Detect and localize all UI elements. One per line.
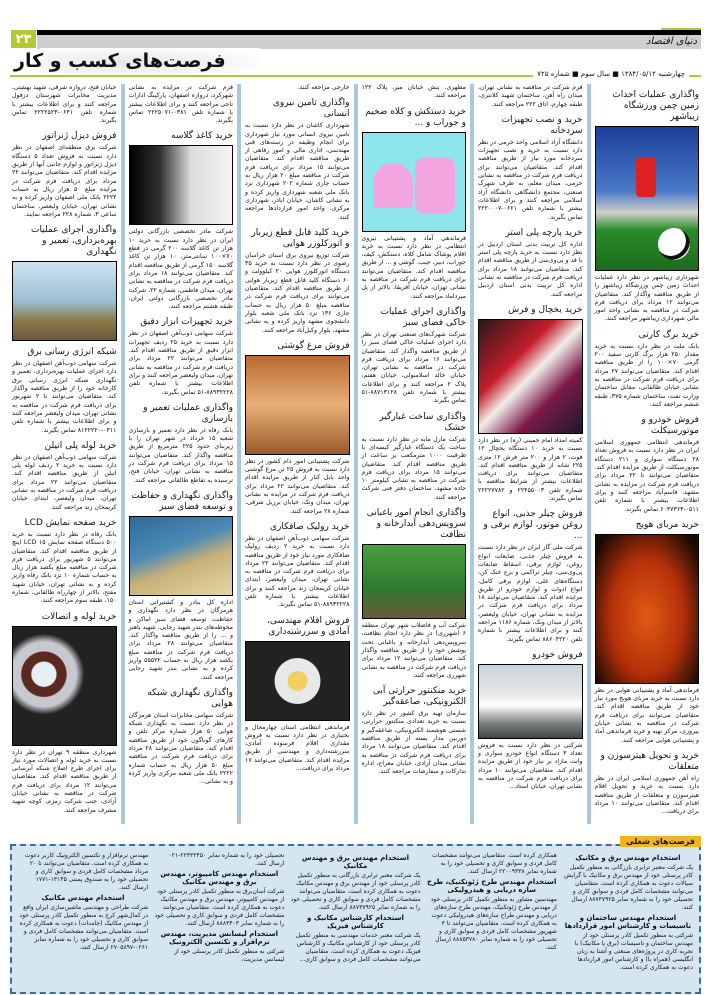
job-body: شرکت طراحی و مهندسی ماشین‌سازی ایران واقع در کمال‌شهر کرج به منظور تکمیل کادر پرسنلی خود از مهندس مکانیک (جامدات) دعوت به همکاری کرده است. متقاضیان می‌توانند مشخصات کامل فردی و سوابق کاری و تحصیلی خود را به شماره نمابر ۰۲۶۱-۲۷۰۵۸۹۷ ارسال کنند. (19, 904, 149, 951)
ad-body: فرم شرکت در مناقصه به نشانی تهران، میدان راه آهن، ساختمان شهید کلانتری، طبقه چهارم، اتاق ۲۲۲ مراجعه کنند. (478, 84, 583, 108)
jobs-column-2 (427, 852, 557, 986)
job-body: یک شرکت معتبر ترابری بازرگانی به منظور تکمیل کادر پرسنلی خود از مهندس برق و مهندس مکانیک دعوت به همکاری کرده است. متقاضیان می‌توانند مشخصات کامل فردی و سوابق کاری و تحصیلی خود را به شماره نمابر ۸۸۷۳۷۹۲۵ ارسال کنند. (290, 872, 421, 911)
paper-photo (129, 145, 234, 225)
ad-headline: فروش خودرو و موتورسیکلت (641, 415, 699, 437)
ad-body: اداره کل بنادر و کشتیرانی استان هرمزگان در نظر دارد نگهداری و حفاظت، توسعه فضای سبز اماکن و محوطه‌های بندر شهید رجایی، شهید باهنر و ... را از طریق مناقصه واگذار کند. متقاضیان می‌توانند ۲۸ مرداد برای دریافت فرم شرکت در مناقصه مبلغ یکصد هزار ریال به حساب ۵۵۵۲۲ واریز کرده و به نشانی بندر شهید رجایی مراجعه کنند. (128, 598, 233, 681)
ad-body: فرماندهی انتظامی استان چهارمحال و بختیاری در نظر دارد نسبت به فروش مقداری اقلام فرسوده آمادی، سررشته‌داری و مهندسی از طریق مزایده اقدام کند. متقاضیان می‌توانند ۱۷ مرداد برای دریافت... (245, 723, 350, 773)
knit-gloves (415, 158, 455, 213)
article-columns (8, 84, 703, 824)
job-body: شرکتی به منظور تکمیل کادر پرسنلی خود از لیسانس مدیریت، (174, 948, 285, 963)
job-body: شرکت آسان‌برق به منظور تکمیل کادر پرسنلی خود از مهندس کامپیوتر، مهندس برق و مهندس مکانیک دعوت به همکاری کرده است. متقاضیان می‌توانند مشخصات کامل فردی و سوابق کاری و تحصیلی خود را به شماره نمابر ۸۸۸۳۴۰۳ ارسال کنند. (154, 888, 285, 927)
ad-body: مطهری، نبش خیابان میر، پلاک ۱۲۲ مراجعه کنند. (361, 84, 466, 100)
ad-body: خارجی مراجعه کنند. (297, 84, 350, 91)
ad-headline: واگذاری عملیات تعمیر و بازسازی (143, 402, 233, 424)
ad-body: بانک رفاه در نظر دارد نسبت به خرید ۵۰۰ دستگاه صفحه نمایش LCD ۱۵ اینچ از طریق مناقصه اقدام کند. متقاضیان می‌توانند ۵ شهریور برای دریافت فرم شرکت در مناقصه مبلغ یکصد هزار ریال به حساب شماره ۱۰ نزد بانک رفاه واریز کرده و به نشانی تهران، خیابان شهید مفتح، بالاتر از چهارراه طالقانی، شماره ۱۵۰، طبقه سوم مراجعه کنند. (12, 530, 117, 605)
sport-photo (595, 126, 700, 271)
ad-headline: واگذاری عملیات احداث زمین چمن ورزشگاه زیباشهر (612, 90, 699, 122)
ad-body: شرکت سهامی ذوب‌آهن اصفهان در نظر دارد نسبت به خرید ۲ ردیف لوله پلی اتیلن از طریق مناقصه اقدام کند. متقاضیان می‌توانند ۲۲ مرداد برای دریافت فرم شرکت در مناقصه به نشانی تهران، میدان ولیعصر، ابتدای خیابان کریمخان زند مراجعه کنند. (12, 453, 117, 511)
job-headline: استخدام مهندس ساختمان و تاسیسات و کارشناس امور قراردادها (564, 914, 692, 930)
ad-body: اداره کل تربیت بدنی استان اردبیل در نظر دارد نسبت به خرید پارچه پلی استر با قد و پی‌وی‌سی از طریق مناقصه اقدام کند. متقاضیان می‌توانند ۱۸ مرداد برای دریافت فرم شرکت در مناقصه به نشانی اداره کل تربیت بدنی استان اردبیل مراجعه کنند. (478, 240, 583, 298)
ad-headline: خرید مربای هویج (635, 519, 699, 530)
ad-body: بانک ملت در نظر دارد نسبت به خرید مقدار ۲۵۰ هزار برگ کارتی سفید ۲۰۰ گرمی ۷۰×۱۰۰ را از طریق مناقصه اقدام کند. متقاضیان می‌توانند ۲۷ مرداد برای دریافت فرم شرکت در مناقصه به نشانی خیابان طالقانی، مقابل ساختمان وزارت نفت، ساختمان شماره ۳۷۵، طبقه ششم مراجعه کنند. (594, 342, 699, 408)
ad-body: شرکتی در نظر دارد نسبت به فروش تعداد ۳ دستگاه انواع خودرو سواری و وانت مازاد بر نیاز خود از طریق مزایده اقدام کند. متقاضیان می‌توانند ۱۰ مرداد برای دریافت فرم شرکت در مناقصه به نشانی تهران، خیابان استاد... (478, 741, 583, 791)
chicken-photo (245, 355, 350, 455)
column-3 (354, 84, 471, 824)
tower-photo (12, 261, 117, 341)
ad-headline: خرید دستکش و کلاه ضخیم و جوراب و ... (365, 106, 466, 128)
column-5 (121, 84, 238, 824)
player-figure (636, 157, 656, 197)
job-body: تحصیلی خود را به شماره نمابر ۲۲۳۳۲۴۵۰-۰۲۱ ارسال کنند. (168, 852, 285, 867)
chess-photo (245, 641, 350, 721)
ad-body: فرماندهی آماد و پشتیبانی نیروی انتظامی در نظر دارد نسبت به خرید اقلام پوشاک شامل کلاه، دستکش، کیف، جوراب، دبیر، جیب، گوشی و ... از طریق مناقصه اقدام کند. متقاضیان می‌توانند برای دریافت فرم شرکت در مناقصه به نشانی تهران، خیابان آفریقا، بالاتر از پل میرداماد مراجعه کنند. (361, 234, 466, 300)
ad-headline: واگذاری اجرای عملیات بهره‌برداری، تعمیر و نگهداری (30, 225, 117, 258)
jobs-column-1 (563, 852, 693, 986)
job-headline: استخدام مهندس برق و مهندس مکانیک (301, 854, 410, 870)
ad-headline: خرید تجهیزات ابزار دقیق (140, 317, 233, 328)
ad-headline: خرید رولیک صافکاری (270, 521, 350, 532)
jam-photo (595, 534, 700, 684)
jobs-column-5 (18, 852, 148, 986)
ad-body: شرکت سهامی ذوب‌آهن اصفهان در نظر دارد اجرای عملیات بهره‌برداری، تعمیر و نگهداری شبکه انرژی رسانی برق کارخانه خود را از طریق مناقصه واگذار کند. متقاضیان می‌توانند تا ۲ شهریور برای دریافت فرم شرکت در مناقصه به نشانی تهران، میدان ولیعصر مراجعه کنند و برای اطلاعات بیشتر با شماره تلفن ۰۳۱۱-۸۱۲۲۲۲۰ تماس بگیرند. (12, 360, 117, 434)
ad-headline: واگذاری ساخت غبارگیر خشک (379, 411, 466, 433)
ad-body: دانشگاه آزاد اسلامی واحد خرمی در نظر دارد نسبت به خرید و نصب تجهیزات سردخانه مورد نیاز از طریق مناقصه اقدام کند. متقاضیان می‌توانند برای دریافت فرم شرکت در مناقصه به نشانی خرمی، میدان معلم، به طرف شهرک صنعتی، مجتمع دانشگاهی دانشگاه آزاد اسلامی مراجعه کنند و برای اطلاعات بیشتر با شماره تلفن ۰۶۶۱-۲۲۲۰۰۰۷ تماس بگیرند. (478, 138, 583, 221)
ad-body: شرکت سهامی مخابرات استان هرمزگان در نظر دارد نسبت به نگهداری شبکه هوایی ۵۰ هزار شماره مرکز تلفن و کارهای گوناگون خود از طریق مناقصه اقدام کند. متقاضیان می‌توانند ۲۸ مرداد برای دریافت فرم شرکت در مناقصه مبلغ ۵۰ هزار ریال به حساب شماره ۲۲۲۲ بانک ملی شعبه مرکزی واریز کرده و به نشانی... (128, 711, 233, 786)
ad-headline: خرید منکنتور حرارتی آبی الکترونیکی، صاعقه‌گیر (372, 686, 466, 708)
ad-headline: خرید کلید قابل قطع زیربار و اتورکلوزر هوایی (251, 227, 350, 249)
ad-headline: خرید لوله پلی اتیلن (44, 440, 117, 451)
ad-headline: خرید یخچال و فرش (508, 304, 583, 315)
ad-body: شرکت مادر تخصصی بازرگانی دولتی ایران در نظر دارد نسبت به خرید ۱۰ هزار تن کاغذ گلاسه ۲۰۰ گرمی در قطع ۷۰×۱۰۰ سانتی‌متر، ۱۰ هزار تن کاغذ گلاسه ۱۵۰ گرمی از طریق مناقصه اقدام کند. متقاضیان می‌توانند ۱۸ مرداد برای دریافت فرم شرکت در مناقصه به نشانی تهران، میدان فاطمی، شماره ۲۲، شرکت مادر تخصصی بازرگانی دولتی ایران، طبقه هشتم مراجعه کنند. (128, 228, 234, 311)
ad-headline: خرید و تحویل هیترسوزن و متعلقات (600, 750, 699, 772)
ad-body: شرکت آب و فاضلاب شهر تهران منطقه ۶ (شهرری) در نظر دارد انجام نظافت، سرویس‌دهی آبدارخانه و باغبانی تحت پوشش خود را از طریق مناقصه واگذار کند. متقاضیان می‌توانند ۱۲ مرداد برای دریافت فرم شرکت در مناقصه به نشانی شهرری مراجعه کنند. (361, 622, 467, 679)
header-grey-bar (10, 35, 701, 49)
ad-body: راه آهن جمهوری اسلامی ایران در نظر دارد نسبت به خرید و تحویل اقلام هیترسوزن و متعلقات از طریق مناقصه اقدام کند. متقاضیان می‌توانند ۱۰ مرداد برای دریافت... (594, 774, 699, 816)
ad-body: شرکت مارل مایه در نظر دارد نسبت به ساخت یک دستگاه غبارگیر کیسه‌ای با ظرفیت ۱۰۰۰ مترمکعب بر ساعت از طریق مناقصه اقدام کند. متقاضیان می‌توانند ۱۵ مرداد برای دریافت فرم شرکت در مناقصه به نشانی کیلومتر ۱۰ جاده مشهد، ساختمان دفتر فنی شرکت مراجعه کنند. (361, 435, 466, 501)
job-body: همکاری کرده است. متقاضیان می‌توانند مشخصات کامل فردی و سوابق کاری و تحصیلی خود را به شماره نمابر ۲۲۰۰۹۳۳۸ ارسال کنند. (431, 852, 557, 875)
job-headline: استخدام لیسانس مدیریت، مهندس نرم‌افزار و تکنسین الکترونیک (160, 930, 278, 946)
section-title: فرصت‌های کسب و کار (14, 50, 226, 72)
ad-headline: خرید کاغذ گلاسه (171, 131, 233, 142)
ad-headline: واگذاری انجام امور باغبانی سرویس‌دهی آبدارخانه و نظافت (366, 508, 466, 541)
job-headline: استخدام مهندس مکانیک (41, 894, 125, 902)
carpet-photo (478, 319, 583, 434)
job-headline: استخدام کارشناس مکانیک و کارشناس فیزیک (307, 914, 404, 930)
ad-headline: واگذاری نگهداری شبکه هوایی (147, 687, 233, 709)
pipes-photo (12, 626, 117, 746)
car-photo (478, 664, 583, 739)
ad-body: فرم شرکت در مزایده به نشانی شهرکرد، دروازه اصفهان، پارکینگ ادارات ناجی مراجعه کنند و برای اطلاعات بیشتر با شماره تلفن ۰۳۸۱-۲۲۲۵۰۷۱ تماس بگیرند. (128, 84, 233, 125)
ad-body: شرکت سهامی ذوب‌آهن اصفهان در نظر دارد نسبت به خرید ۲۵ ردیف تجهیزات ابزار دقیق از طریق مناقصه اقدام کند. متقاضیان می‌توانند ۲۲ مرداد برای دریافت فرم شرکت در مناقصه به نشانی تهران، میدان ولیعصر مراجعه کنند و برای اطلاعات بیشتر با شماره تلفن ۸۸۹۳۲۲۲۸-۵۱ تماس بگیرند. (128, 330, 233, 396)
ad-body: فرماندهی انتظامی جمهوری اسلامی ایران در نظر دارد نسبت به فروش تعداد ۲۸ دستگاه سواری و ۲۱۱ دستگاه موتورسیکلت از طریق مزایده اقدام کند. متقاضیان می‌توانند تا ۲۲ مرداد برای دریافت فرم شرکت در مزایده به نشانی مشهد، قاسم‌آباد مراجعه کنند و برای اطلاعات بیشتر با شماره تلفن ۰۵۱۱-۶۰۴۷۳۶۴ تماس بگیرند. (594, 439, 699, 513)
ad-headline: شبکه انرژی رسانی برق (27, 347, 117, 358)
ad-headline: خرید برگ کارتی (638, 329, 699, 340)
field-photo (362, 544, 467, 619)
ad-body: کمیته امداد امام خمینی (ره) در نظر دارد نسبت به خرید ۱۰ دستگاه یخچال ۱۲ فوت، ۲ هزار و ۲۰۰ متر فرش ۱۲ متری ۲۲۵ شانه از طریق مناقصه اقدام کند. متقاضیان می‌توانند برای دریافت اطلاعات بیشتر از شرایط مناقصه با شماره تلفن ۲۲۴۵۵۰۰۳ و ۲۲۲۲۷۷۸۲ تماس بگیرند. (478, 436, 583, 503)
jobs-section-tag: فرصت‌های شغلی (620, 836, 701, 847)
ad-headline: واگذاری اجرای عملیات خاکی فضای سبز (380, 306, 466, 328)
job-body: یک شرکت معتبر ترابری بازرگانی به منظور تکمیل کادر پرسنلی خود از مهندس برق و مکانیک با گرایش سیالات دعوت به همکاری کرده است. متقاضیان می‌توانند مشخصات کامل فردی و سوابق کاری و تحصیلی خود را به شماره نمابر ۸۸۷۳۷۹۲۵ ارسال کنند. (564, 864, 693, 911)
ad-headline: فروش چیلر جذبی، انواع روغن موتور، لوازم برقی و ... (483, 509, 583, 542)
ad-body: شهرداری زیباشهر در نظر دارد عملیات احداث زمین چمن ورزشگاه زیباشهر را از طریق مناقصه واگذار کند. متقاضیان می‌توانند ۱۲ مرداد برای دریافت فرم شرکت در مناقصه به نشانی واحد امور مالی شهرداری زیباشهر مراجعه کنند. (594, 274, 699, 323)
ad-body: فرماندهی آماد و پشتیبانی هوایی در نظر دارد نسبت به خرید مربای هویج مورد نیاز خود از طریق مناقصه اقدام کند. متقاضیان می‌توانند برای دریافت فرم شرکت در مناقصه به نشانی خیابان پیروزی، مرکز تهیه و خرید فرماندهی آماد و پشتیبانی هوایی مراجعه کنند. (594, 686, 699, 744)
ship-photo (129, 516, 234, 596)
jobs-section (10, 844, 701, 994)
ad-body: شرکت شهرک‌های صنعتی تهران در نظر دارد اجرای عملیات خاکی فضای سبز را از طریق مناقصه واگذار کند. متقاضیان می‌توانند ۱۶ مرداد برای دریافت فرم شرکت در مناقصه به نشانی تهران، خیابان خالد اسلامبولی، خیابان هفتم، پلاک ۲ مراجعه کنند و برای اطلاعات بیشتر با شماره تلفن ۸۸۷۱۳۱۲۸-۵۱ تماس بگیرند. (361, 330, 466, 405)
ad-headline: واگذاری تامین نیروی انسانی (272, 98, 350, 120)
masthead-logo: دنیای اقتصاد (645, 36, 697, 47)
ad-body: خیابان فتح، دروازه شرقی، شهید بهشتی، مدیریت مخابرات شهرستان دزفول مراجعه کنند و برای اطلاعات بیشتر با شماره تلفن ۰۶۴۱-۲۲۲۲۵۲۳ تماس بگیرند. (12, 84, 117, 125)
job-headline: استخدام مهندس برق و مکانیک (575, 854, 681, 862)
ad-body: بانک رفاه در نظر دارد تعمیر و بازسازی شعبه ۱۵ خرداد در شهر تهران را با زیربنای حدود ۲۲۵ مترمربع از طریق مناقصه واگذار کند. متقاضیان می‌توانند ۱۵ مرداد برای دریافت فرم شرکت در مناقصه به نشانی تهران، خیابان فتح، نرسیده به تقاطع طالقانی مراجعه کنند. (128, 426, 234, 484)
ad-body: شرکت پشتیبانی امور دام کشور در نظر دارد نسبت به فروش ۲۵ تن مرغ گوشتی واحد بابل کنار از طریق مزایده اقدام کند. متقاضیان می‌توانند ۲۲ مرداد برای دریافت فرم شرکت در مزایده به نشانی تهران، میدان ونک، خیابان برزیل شرقی، شماره ۲۸ مراجعه کنند. (245, 457, 350, 515)
ad-body: سازمان تهیه برق کشور در نظر دارد نسبت به خرید تعدادی منکنتور حرارتی، شستی هوشمند الکترونیکی، صاعقه‌گیر و دوربین مدار بسته از طریق مناقصه اقدام کند. متقاضیان می‌توانند ۱۸ مرداد برای دریافت فرم شرکت در مناقصه به نشانی میدان آزادی، خیابان معراج، اداره تدارکات و سفارشات مراجعه کنند. (361, 710, 466, 776)
ad-headline: فروش دیزل ژنراتور (42, 131, 117, 142)
column-6 (8, 84, 121, 824)
ad-body: شهرداری کاشان در نظر دارد نسبت به تامین نیروی انسانی مورد نیاز شهرداری برای انجام وظیفه در رسته‌های فنی مهندسی، اداری مالی و امور رفاهی از طریق مناقصه اقدام کند. متقاضیان می‌توانند ۱۵ مرداد برای دریافت فرم شرکت در مناقصه مبلغ ۲۰ هزار ریال به حساب جاری شماره ۲۰۲ شهرداری نزد بانک ملی شعبه شهرداری واریز کرده و به نشانی کاشان، خیابان اباذر، شهرداری مرکزی، واحد امور قراردادها مراجعه کنند. (245, 122, 350, 221)
ad-headline: خرید و نصب تجهیزات سردخانه (501, 114, 583, 136)
job-body: یک شرکت معتبر خدمات مهندسی به منظور تکمیل کادر پرسنلی خود از کارشناس مکانیک و کارشناس فیزیک دعوت به همکاری کرده است. متقاضیان می‌توانند مشخصات کامل فردی و سوابق کاری... (295, 932, 421, 963)
ad-body: شرکت برق منطقه‌ای اصفهان در نظر دارد نسبت به فروش تعداد ۵ دستگاه دیزل ژنراتور و لوازم جانبی آنها از طریق مزایده اقدام کند. متقاضیان می‌توانند ۲۲ مرداد برای دریافت فرم شرکت در مزایده مبلغ ۵۰ هزار ریال به حساب ۲۲۲۲ بانک ملی اصفهان واریز کرده و به نشانی تهران، خیابان ولیعصر، ساختمان ساعی ۳، شماره ۲۲۸ مراجعه نمایند. (12, 144, 117, 218)
ad-headline: فروش خودرو (532, 649, 583, 660)
jobs-column-3 (290, 852, 420, 986)
ad-body: شرکت سهامی ذوب‌آهن اصفهان در نظر دارد نسبت به خرید ۲ ردیف رولیک صافکاری مورد نیاز خود از طریق مناقصه اقدام کند. متقاضیان می‌توانند ۲۲ مرداد برای دریافت فرم شرکت در مناقصه به نشانی تهران، میدان ولیعصر، ابتدای خیابان کریمخان زند مراجعه کنند و برای اطلاعات بیشتر با شماره تلفن ۸۸۹۳۲۲۲۸-۵۱ تماس بگیرند. (245, 534, 350, 609)
job-headline: استخدام مهندس طرح ژئوتکنیک، طرح سازه دریایی و هیدرولیکی (427, 878, 557, 894)
hat-photo (362, 132, 467, 232)
ad-body: شرکت توزیع نیروی برق استان خراسان رضوی در نظر دارد نسبت به خرید ۳۵ دستگاه اتورکلوزر هوایی ۲۰ کیلوولت و ۶۰ دستگاه کلید قابل قطع زیربار هوایی از طریق مناقصه اقدام کند. متقاضیان می‌توانند برای دریافت فرم شرکت در مناقصه مبلغ ۵۰ هزار ریال به حساب جاری ۱۳۶ نزد بانک ملی شعبه بلوار دانشجوی مشهد واریز کرده و به نشانی مشهد، بلوار وکیل‌آباد مراجعه کنند. (245, 251, 350, 334)
ad-headline: خرید صفحه نمایش LCD (24, 517, 117, 528)
knit-hat (373, 163, 413, 208)
jobs-column-4 (154, 852, 284, 986)
job-headline: استخدام مهندس کامپیوتر، مهندس برق و مهندس مکانیک (160, 870, 279, 886)
ad-headline: خرید پارچه پلی استر (505, 227, 583, 238)
ad-body: شهرداری منطقه ۹ تهران در نظر دارد نسبت به خرید لوله و اتصالات مورد نیاز برای اجرای طرح اصلاح شبکه آبرسانی از طریق مناقصه اقدام کند. متقاضیان می‌توانند ۱۲ مرداد برای دریافت فرم شرکت در مناقصه به نشانی خیابان آزادی، جنب شرکت زمزم، کوچه شهید مشرف مراجعه کنند. (12, 748, 117, 814)
ad-body: شرکت ملی گاز ایران در نظر دارد نسبت به فروش چیلر جذبی، ضایعات انواع روغن، لوازم برقی، اسقاط ضایعات پی‌وی‌سی، چیلر تراکمی و برج خنک کن، دستگاه‌های علی، لوازم برقی کامل، انواع ادوات و لوازم خودرو از طریق مزایده اقدام کند. متقاضیان می‌توانند ۱۸ مرداد برای دریافت فرم شرکت در مزایده به نشانی تهران، خیابان ولیعصر، بالاتر از میدان ونک، شماره ۱۱۸۶ مراجعه کنند و برای اطلاعات بیشتر با شماره تلفن ۸۸۶۰۴۲۲۰ تماس بگیرند. (478, 544, 583, 643)
job-body: مهندس نرم‌افزار و تکنسین الکترونیک کاربر دعوت به همکاری کرده است. متقاضیان می‌توانند تا ۲۰ مرداد مشخصات کامل فردی و سوابق کاری و تحصیلی خود را به صندوق پستی ۱۳۱۴۵-۱۷۷۱ ارسال کنند. (24, 852, 149, 891)
column-1 (587, 84, 704, 824)
page-number: ۲۳ (10, 29, 37, 49)
job-body: شرکتی به منظور تکمیل کادر پرسنلی خود از مهندس ساختمان و تاسیسات (برق یا مکانیک) با تجربه کاری در پروژه‌های صنعتی و آشنا به زبان انگلیسی (همراه با) و کارشناس امور قراردادها دعوت به همکاری کرده است. (574, 932, 693, 971)
dateline: چهارشنبه ۱۳۸۴/۰۵/۱۲ ■ سال سوم ■ شماره ۷۲۵ (533, 70, 689, 78)
ad-headline: واگذاری نگهداری و حفاظت و توسعه فضای سبز (131, 490, 233, 512)
ad-headline: خرید لوله و اتصالات (41, 611, 117, 622)
column-2 (470, 84, 587, 824)
soccer-ball-icon (658, 228, 690, 260)
ad-headline: فروش مرغ گوشتی (277, 340, 350, 351)
job-body: مهندسین مشاور به منظور تکمیل کادر پرسنلی خود از مهندس طرح ژئوتکنیک، مهندس طرح سازه‌های دریایی و مهندس طراح سازه‌های هیدرولیکی دعوت به همکاری کرده است. متقاضیان می‌توانند تا ۳ شهریور مشخصات کامل فردی و سوابق کاری و تحصیلی خود را به شماره نمابر ۸۸۸۵۳۷۸۰ ارسال کنند. (430, 896, 557, 951)
ad-headline: فروش اقلام مهندسی، آمادی و سررشته‌داری (267, 615, 350, 637)
column-4 (237, 84, 354, 824)
